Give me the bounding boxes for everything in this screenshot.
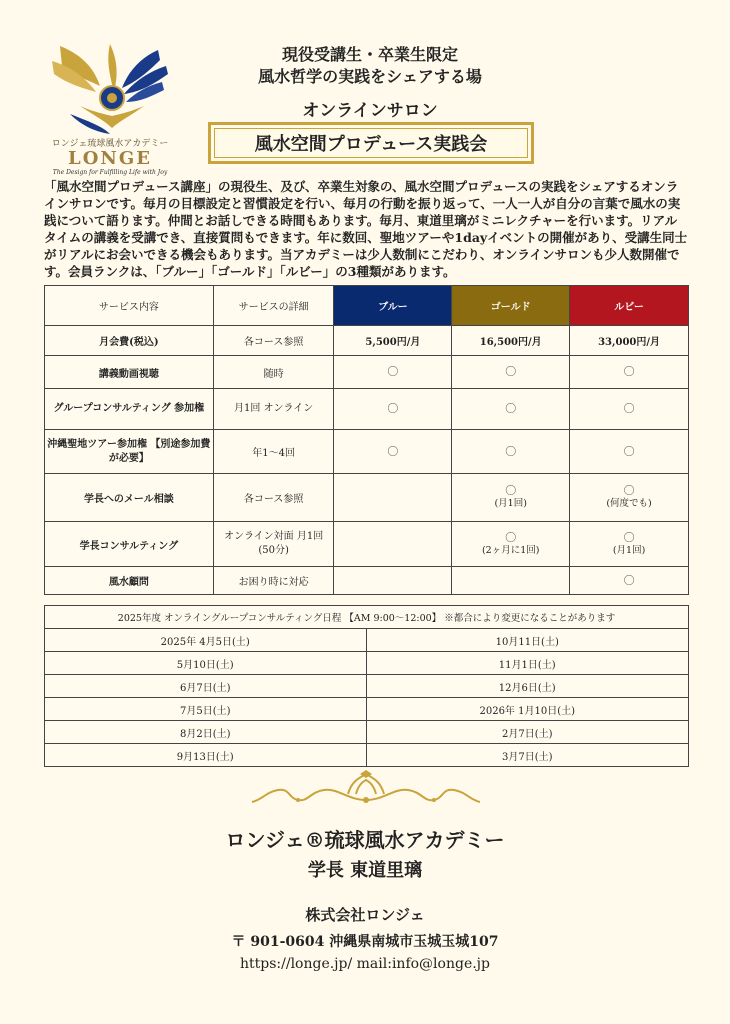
ruby-mark: 〇	[623, 530, 635, 544]
row-name: 沖縄聖地ツアー参加権 【別途参加費が必要】	[45, 430, 214, 474]
table-row	[45, 721, 689, 744]
row-ruby: 〇	[570, 356, 689, 389]
row-blue	[334, 474, 452, 522]
table-row	[45, 698, 689, 721]
row-detail: オンライン対面 月1回(50分)	[213, 522, 334, 567]
schedule-date: 2025年 4月5日(土)	[45, 629, 367, 652]
row-gold	[452, 567, 570, 595]
row-gold: 〇	[452, 356, 570, 389]
row-blue: 5,500円/月	[334, 326, 452, 356]
service-header-row	[45, 286, 689, 326]
schedule-date: 7月5日(土)	[45, 698, 367, 721]
schedule-date: 11月1日(土)	[366, 652, 689, 675]
gold-note: (2ヶ月に1回)	[481, 544, 540, 556]
service-table	[44, 285, 689, 595]
header-line-2: 風水哲学の実践をシェアする場	[258, 67, 482, 86]
table-row	[45, 675, 689, 698]
row-gold	[452, 522, 570, 567]
footer-academy: ロンジェ®琉球風水アカデミー	[225, 828, 505, 852]
schedule-date: 8月2日(土)	[45, 721, 367, 744]
gold-note: (月1回)	[494, 498, 527, 509]
table-row	[45, 629, 689, 652]
ruby-note: (月1回)	[612, 544, 646, 556]
table-row	[45, 522, 689, 567]
row-blue: 〇	[334, 356, 452, 389]
table-row	[45, 567, 689, 595]
table-row	[45, 652, 689, 675]
row-ruby: 〇	[570, 389, 689, 430]
row-name: 学長へのメール相談	[45, 474, 214, 522]
gold-ornament-icon	[248, 770, 484, 810]
header-detail: サービスの詳細	[213, 286, 334, 326]
row-gold	[452, 474, 570, 522]
gold-mark: 〇	[505, 530, 517, 544]
header-gold: ゴールド	[452, 286, 570, 326]
row-name: グループコンサルティング 参加権	[45, 389, 214, 430]
logo-brand: LONGE	[68, 148, 152, 169]
row-detail: 月1回 オンライン	[213, 389, 334, 430]
logo-tagline: The Design for Fulfilling Life with Joy	[52, 169, 168, 176]
footer-company: 株式会社ロンジェ	[305, 906, 425, 924]
header-line-1: 現役受講生・卒業生限定	[281, 45, 458, 64]
table-row	[45, 389, 689, 430]
header-ruby: ルビー	[570, 286, 689, 326]
row-blue	[334, 567, 452, 595]
row-ruby: 〇	[570, 430, 689, 474]
table-row	[45, 744, 689, 767]
row-blue	[334, 522, 452, 567]
row-gold: 〇	[452, 389, 570, 430]
row-detail: お困り時に対応	[213, 567, 334, 595]
header-blue: ブルー	[334, 286, 452, 326]
row-detail: 各コース参照	[213, 326, 334, 356]
table-row	[45, 326, 689, 356]
schedule-date: 5月10日(土)	[45, 652, 367, 675]
ruby-note: (何度でも)	[606, 498, 652, 509]
schedule-date: 2026年 1月10日(土)	[366, 698, 689, 721]
intro-paragraph: 「風水空間プロデュース講座」の現役生、及び、卒業生対象の、風水空間プロデュースの実践をシェアするオンラインサロンです。毎月の目標設定と習慣設定を行い、毎月の行動を振り返って、一人一人が自分の言葉で風水の実践について語ります。仲間とお話しできる時間もあります。毎月、東道里璃がミニレクチャーを行います。リアルタイムの講義を受講でき、直接質問もできます。年に数回、聖地ツアーや1dayイベントの開催があり、受講生同士がリアルにお会いできる機会もあります。当アカデミーは少人数制にこだわり、オンラインサロンも少人数開催です。会員ランクは、「ブルー」「ゴールド」「ルビー」の3種類があります。	[44, 179, 688, 279]
row-detail: 各コース参照	[213, 474, 334, 522]
phoenix-icon	[40, 36, 180, 136]
schedule-title: 2025年度 オンライングループコンサルティング日程 【AM 9:00～12:00】 ※都合により変更になることがあります	[45, 606, 689, 629]
schedule-table	[44, 605, 689, 767]
row-ruby: 〇	[570, 567, 689, 595]
row-name: 風水顧問	[45, 567, 214, 595]
gold-mark: 〇	[505, 484, 517, 497]
logo-academy-name: ロンジェ琉球風水アカデミー	[51, 139, 169, 149]
academy-logo	[40, 36, 180, 176]
schedule-date: 9月13日(土)	[45, 744, 367, 767]
schedule-date: 10月11日(土)	[366, 629, 689, 652]
table-row	[45, 430, 689, 474]
ruby-mark: 〇	[623, 484, 635, 497]
row-gold: 〇	[452, 430, 570, 474]
row-detail: 随時	[213, 356, 334, 389]
row-name: 学長コンサルティング	[45, 522, 214, 567]
footer-principal: 学長 東道里璃	[307, 860, 423, 881]
schedule-date: 3月7日(土)	[366, 744, 689, 767]
schedule-date: 6月7日(土)	[45, 675, 367, 698]
schedule-date: 12月6日(土)	[366, 675, 689, 698]
row-detail: 年1～4回	[213, 430, 334, 474]
schedule-date: 2月7日(土)	[366, 721, 689, 744]
footer-contact: https://longe.jp/ mail:info@longe.jp	[240, 956, 490, 972]
row-blue: 〇	[334, 389, 452, 430]
footer-address: 〒 901-0604 沖縄県南城市玉城玉城107	[231, 934, 499, 950]
row-name: 講義動画視聴	[45, 356, 214, 389]
page-title: 風水空間プロデュース実践会	[214, 128, 528, 158]
row-ruby	[570, 474, 689, 522]
row-ruby: 33,000円/月	[570, 326, 689, 356]
row-name: 月会費(税込)	[45, 326, 214, 356]
row-ruby	[570, 522, 689, 567]
table-row	[45, 474, 689, 522]
row-blue: 〇	[334, 430, 452, 474]
table-row	[45, 356, 689, 389]
header-line-3: オンラインサロン	[302, 101, 438, 121]
title-frame	[208, 122, 534, 164]
row-gold: 16,500円/月	[452, 326, 570, 356]
schedule-title-row	[45, 606, 689, 629]
header-service: サービス内容	[45, 286, 214, 326]
